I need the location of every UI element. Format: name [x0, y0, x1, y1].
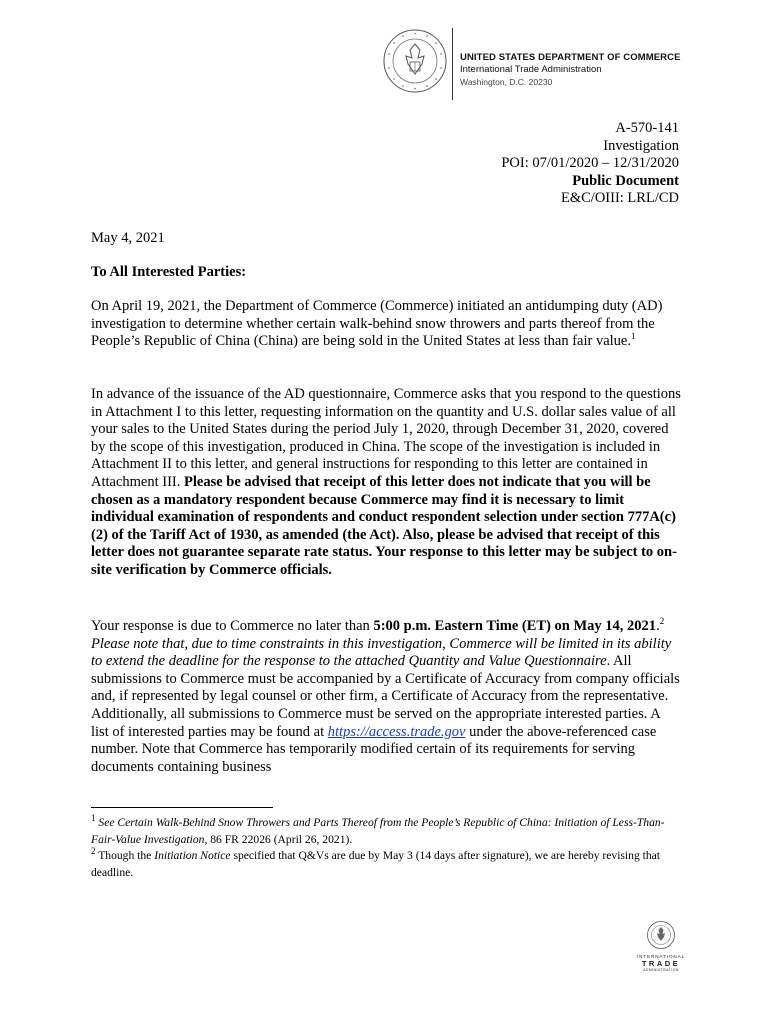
- ita-logo-line2: TRADE: [641, 959, 681, 968]
- footnote-1-text: , 86 FR 22026 (April 26, 2021).: [204, 832, 353, 846]
- ita-logo-line1: INTERNATIONAL: [636, 954, 686, 959]
- footnote-2-text-end: specified that Q&Vs are due by May 3 (14 days after signature), we are hereby revising that deadline.: [91, 849, 661, 879]
- letterhead-location: Washington, D.C. 20230: [460, 77, 553, 87]
- commerce-seal-icon: [382, 28, 448, 94]
- paragraph-deadline: Your response is due to Commerce no later than 5:00 p.m. Eastern Time (ET) on May 14, 2021.$^2$ Please note that, due to time constraints in this investigation, Commerce will be limited in its ability to extend the deadline for the response to the attached Quantity and Value Questionnaire. All submissions to Commerce must be accompanied by a Certificate of Accuracy from company officials and, if represented by legal counsel or other firm, a Certificate of Accuracy from the representative. Additionally, all submissions to Commerce must be served on the appropriate interested parties. A list of interested parties may be found at https://access.trade.gov under the above-referenced case number. Note that Commerce has temporarily modified certain of its requirements for serving documents containing business: [91, 616, 680, 775]
- footnote-1-citation: See Certain Walk-Behind Snow Throwers and Parts Thereof from the People’s Republic of China: Initiation of Less-Than-Fair-Value Investigation: [91, 816, 665, 846]
- paragraph-questionnaire-notice: Please be advised that receipt of this letter does not indicate that you will be chosen as a mandatory respondent because Commerce may find it is necessary to limit individual examination of respondents and conduct respondent selection under section 777A(c)(2) of the Tariff Act of 1930, as amended (the Act). Also, please be advised that receipt of this letter does not guarantee separate rate status. Your response to this letter may be subject to on-site verification by Commerce officials.: [91, 473, 677, 578]
- footnote-1-number: 1: [91, 813, 96, 824]
- period-of-investigation: POI: 07/01/2020 – 12/31/2020: [501, 155, 679, 171]
- deadline-intro: Your response is due to Commerce no later than: [91, 618, 374, 634]
- footnote-ref-1: 1: [631, 331, 636, 342]
- deadline-date: 5:00 p.m. Eastern Time (ET) on May 14, 2021: [373, 618, 657, 634]
- letterhead: [460, 52, 681, 88]
- access-trade-link[interactable]: https://access.trade.gov: [327, 723, 466, 740]
- footnotes: [91, 815, 681, 881]
- footnote-2: [91, 848, 681, 881]
- ita-footer-logo: [636, 920, 686, 972]
- salutation: To All Interested Parties:: [91, 264, 247, 280]
- letterhead-division: International Trade Administration: [460, 64, 602, 75]
- case-number: A-570-141: [615, 120, 679, 136]
- document-classification: Public Document: [572, 172, 679, 189]
- footnote-1: [91, 815, 681, 848]
- office-code: E&C/OIII: LRL/CD: [560, 190, 679, 206]
- paragraph-initiation: [91, 298, 681, 351]
- case-info-block: [501, 120, 679, 208]
- letter-date: May 4, 2021: [91, 230, 165, 246]
- footnote-2-italic: Initiation Notice: [154, 849, 231, 862]
- submission-instructions: . All submissions to Commerce must be accompanied by a Certificate of Accuracy from company officials and, if represented by legal counsel or other firm, a Certificate of Accuracy from the representative. Additionally, all submissions to Commerce must be served on the appropriate interested parties. A list of interested parties may be found at: [91, 653, 680, 740]
- extension-warning: Please note that, due to time constraints in this investigation, Commerce will be limited in its ability to extend the deadline for the response to the attached Quantity and Value Questionnaire: [91, 635, 672, 670]
- footnote-2-text-start: Though the: [98, 849, 155, 862]
- ita-logo-line3: ADMINISTRATION: [643, 968, 679, 972]
- letterhead-agency: UNITED STATES DEPARTMENT OF COMMERCE: [460, 52, 681, 63]
- service-note: under the above-referenced case number. Note that Commerce has temporarily modified certain of its requirements for serving documents containing business: [91, 723, 657, 775]
- paragraph-initiation-text: On April 19, 2021, the Department of Commerce (Commerce) initiated an antidumping duty (AD) investigation to determine whether certain walk-behind snow throwers and parts thereof from the People’s Republic of China (China) are being sold in the United States at less than fair value.: [91, 298, 663, 350]
- footnote-ref-2: 2: [659, 616, 665, 627]
- paragraph-questionnaire-text: In advance of the issuance of the AD questionnaire, Commerce asks that you respond to the questions in Attachment I to this letter, requesting information on the quantity and U.S. dollar sales value of all your sales to the United States during the period July 1, 2020, through December 31, 2020, covered by the scope of this investigation, produced in China. The scope of the investigation is included in Attachment II to this letter, and general instructions for responding to this letter are contained in Attachment III.: [91, 386, 681, 490]
- ita-seal-icon: [646, 920, 676, 950]
- footnote-divider: [91, 807, 273, 808]
- footnote-2-number: 2: [91, 846, 96, 857]
- paragraph-questionnaire: [91, 386, 681, 580]
- case-type: Investigation: [603, 137, 679, 154]
- letterhead-divider: [452, 28, 453, 100]
